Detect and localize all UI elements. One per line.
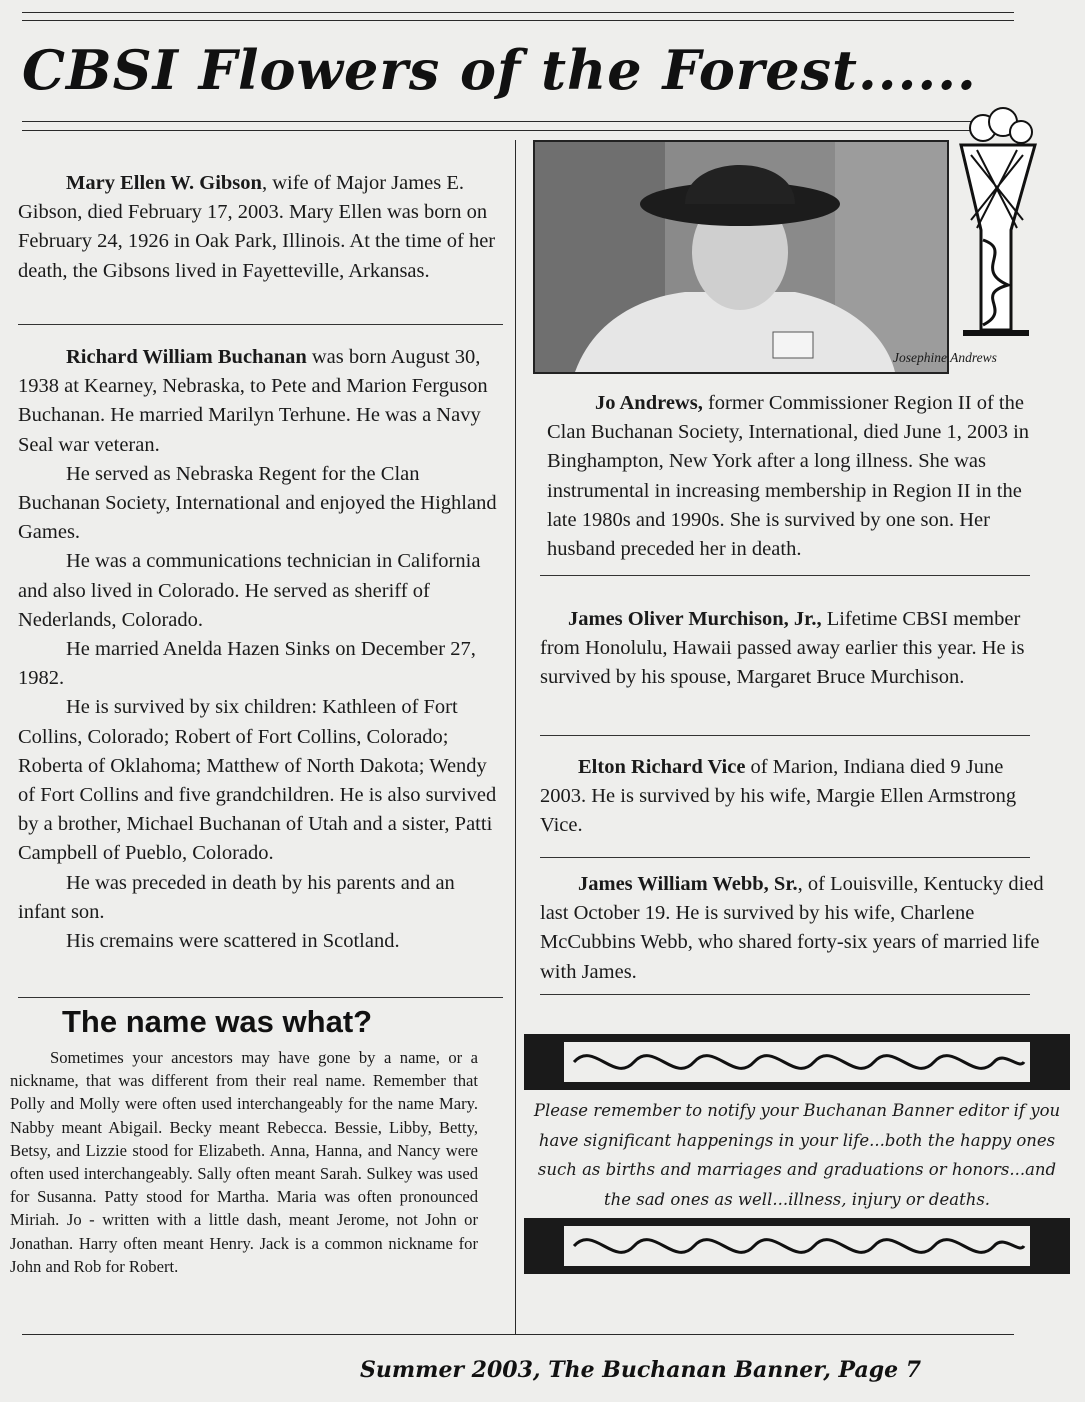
name-article-heading: The name was what? (62, 1004, 373, 1039)
top-rule (22, 12, 1014, 13)
divider-gibson (18, 324, 503, 325)
obit-paragraph: He was a communications technician in California and also lived in Colorado. He served as sheriff of Nederlands, Colorado. (18, 550, 481, 631)
page-footer: Summer 2003, The Buchanan Banner, Page 7 (360, 1357, 922, 1383)
obit-text-vice: of Marion, Indiana died 9 June 2003. He is survived by his wife, Margie Ellen Armstrong Vice. (540, 756, 1017, 837)
divider-murchison (540, 735, 1030, 736)
divider-webb (540, 994, 1030, 995)
name-article-text: Sometimes your ancestors may have gone by a name, or a nickname, that was different from their real name. Remember that Polly and Molly were often used interchangeably for the name Mary. Nabby meant Abigail. Becky meant Rebecca. Bessie, Libby, Betty, Betsy, and Lizzie stood for Elizabeth. Anna, Hanna, and Nancy were often used interchangeably. Sally often meant Sarah. Sulkey was used for Susanna. Patty stood for Martha. Maria was often pronounced Miriah. Jo - written with a little dash, meant Jerome, not John or Jonathan. Harry often meant Henry. Jack is a common nickname for John and Rob for Robert. (10, 1048, 478, 1276)
obit-text-gibson: , wife of Major James E. Gibson, died February 17, 2003. Mary Ellen was born on February 24, 1926 in Oak Park, Illinois. At the time of her death, the Gibsons lived in Fayetteville, Arkansas. (18, 172, 496, 282)
obit-name-gibson: Mary Ellen W. Gibson (66, 172, 262, 194)
divider-andrews (540, 575, 1030, 576)
obituary-buchanan (18, 343, 504, 956)
obit-paragraph: His cremains were scattered in Scotland. (66, 930, 400, 953)
top-rule-2 (22, 20, 1014, 21)
photo-caption: Josephine Andrews (893, 350, 997, 365)
name-article-body (10, 1046, 478, 1278)
obit-name-andrews: Jo Andrews, (595, 392, 703, 414)
obit-paragraph: He was preceded in death by his parents and an infant son. (18, 871, 455, 923)
obit-text-andrews: former Commissioner Region II of the Clan Buchanan Society, International, died June 1, 2003 in Binghampton, New York after a long illness. She was instrumental in increasing membership in Region II in the late 1980s and 1990s. She is survived by one son. Her husband preceded her in death. (547, 392, 1030, 561)
obituary-andrews (547, 389, 1032, 564)
cornucopia-ornament (953, 100, 1043, 340)
obit-text-webb: , of Louisville, Kentucky died last October 19. He is survived by his wife, Charlene McCubbins Webb, who shared forty-six years of married life with James. (540, 873, 1044, 983)
obit-name-murchison: James Oliver Murchison, Jr., (568, 608, 822, 630)
obituary-gibson (18, 169, 504, 286)
title-rule (22, 121, 1014, 122)
obituary-murchison (540, 605, 1050, 693)
obituary-vice (540, 753, 1050, 841)
divider-buchanan (18, 997, 503, 998)
page-title: CBSI Flowers of the Forest...... (22, 38, 977, 102)
obit-name-vice: Elton Richard Vice (578, 756, 746, 778)
obit-text-buchanan: was born August 30, 1938 at Kearney, Nebraska, to Pete and Marion Ferguson Buchanan. He married Marilyn Terhune. He was a Navy Seal war veteran. (18, 346, 488, 456)
obit-text-murchison: Lifetime CBSI member from Honolulu, Hawaii passed away earlier this year. He is survived by his spouse, Margaret Bruce Murchison. (540, 608, 1025, 689)
obit-name-webb: James William Webb, Sr. (578, 873, 798, 895)
obituary-webb (540, 870, 1050, 987)
scroll-ornament-bottom (524, 1214, 1070, 1278)
obit-paragraph: He is survived by six children: Kathleen of Fort Collins, Colorado; Robert of Fort Collins, Colorado; Roberta of Oklahoma; Matthew of North Dakota; Wendy of Fort Collins and five grandchildren. He is also survived by a brother, Michael Buchanan of Utah and a sister, Patti Campbell of Pueblo, Colorado. (18, 696, 497, 865)
editor-notice: Please remember to notify your Buchanan Banner editor if you have significant happenings in your life...both the happy ones such as births and marriages and graduations or honors...and the sad ones as well...illness, injury or deaths. (533, 1101, 1061, 1209)
scroll-ornament-top (524, 1030, 1070, 1094)
obit-paragraph: He served as Nebraska Regent for the Clan Buchanan Society, International and enjoyed the Highland Games. (18, 462, 497, 544)
bottom-rule (22, 1334, 1014, 1335)
obit-name-buchanan: Richard William Buchanan (66, 346, 307, 368)
column-divider (515, 140, 516, 1335)
title-rule-2 (22, 130, 1014, 131)
portrait-photo (533, 140, 949, 374)
divider-vice (540, 857, 1030, 858)
obit-paragraph: He married Anelda Hazen Sinks on December 27, 1982. (18, 638, 476, 690)
